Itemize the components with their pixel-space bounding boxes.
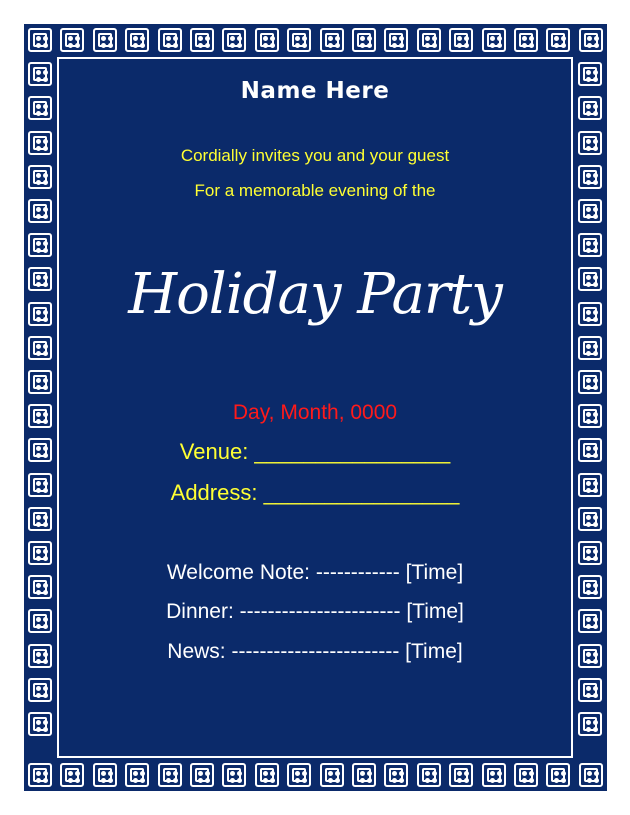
address-field: Address: ________________ — [170, 480, 460, 505]
floral-tile-icon — [287, 28, 311, 52]
floral-tile-icon — [28, 336, 52, 360]
floral-tile-icon — [578, 678, 602, 702]
floral-tile-icon — [384, 763, 408, 787]
floral-tile-icon — [125, 763, 149, 787]
floral-tile-icon — [417, 763, 441, 787]
floral-tile-icon — [579, 28, 603, 52]
floral-tile-icon — [255, 763, 279, 787]
floral-tile-icon — [546, 763, 570, 787]
floral-tile-icon — [28, 763, 52, 787]
floral-tile-icon — [190, 28, 214, 52]
floral-tile-icon — [352, 763, 376, 787]
floral-tile-icon — [60, 28, 84, 52]
floral-tile-icon — [93, 28, 117, 52]
floral-tile-icon — [578, 507, 602, 531]
event-title: Holiday Party — [128, 262, 502, 327]
floral-tile-icon — [514, 28, 538, 52]
floral-tile-icon — [60, 763, 84, 787]
floral-tile-icon — [28, 712, 52, 736]
floral-tile-icon — [28, 28, 52, 52]
floral-tile-icon — [28, 233, 52, 257]
floral-tile-icon — [449, 28, 473, 52]
floral-tile-icon — [578, 336, 602, 360]
floral-tile-icon — [28, 507, 52, 531]
floral-tile-icon — [546, 28, 570, 52]
floral-tile-icon — [514, 763, 538, 787]
schedule-item-welcome: Welcome Note: ------------ [Time] — [166, 561, 464, 584]
floral-tile-icon — [255, 28, 279, 52]
event-date: Day, Month, 0000 — [232, 401, 398, 424]
floral-tile-icon — [125, 28, 149, 52]
floral-tile-icon — [93, 763, 117, 787]
floral-tile-icon — [320, 28, 344, 52]
floral-tile-icon — [578, 370, 602, 394]
floral-tile-icon — [287, 763, 311, 787]
floral-tile-icon — [482, 28, 506, 52]
floral-tile-icon — [352, 28, 376, 52]
floral-tile-icon — [384, 28, 408, 52]
floral-tile-icon — [320, 763, 344, 787]
floral-tile-icon — [579, 763, 603, 787]
floral-tile-icon — [222, 28, 246, 52]
invitation-line-2: For a memorable evening of the — [194, 181, 436, 200]
floral-tile-icon — [158, 28, 182, 52]
floral-tile-icon — [578, 712, 602, 736]
invitation-line-1: Cordially invites you and your guest — [180, 146, 450, 165]
schedule-item-dinner: Dinner: ----------------------- [Time] — [166, 600, 464, 623]
floral-tile-icon — [578, 199, 602, 223]
floral-tile-icon — [28, 678, 52, 702]
floral-tile-icon — [417, 28, 441, 52]
floral-tile-icon — [158, 763, 182, 787]
floral-tile-icon — [222, 763, 246, 787]
floral-tile-icon — [190, 763, 214, 787]
venue-field: Venue: ________________ — [179, 439, 451, 464]
floral-tile-icon — [449, 763, 473, 787]
floral-tile-icon — [28, 370, 52, 394]
floral-tile-icon — [578, 233, 602, 257]
schedule-item-news: News: ------------------------ [Time] — [167, 640, 463, 663]
floral-tile-icon — [482, 763, 506, 787]
host-name: Name Here — [240, 78, 390, 104]
floral-tile-icon — [28, 199, 52, 223]
